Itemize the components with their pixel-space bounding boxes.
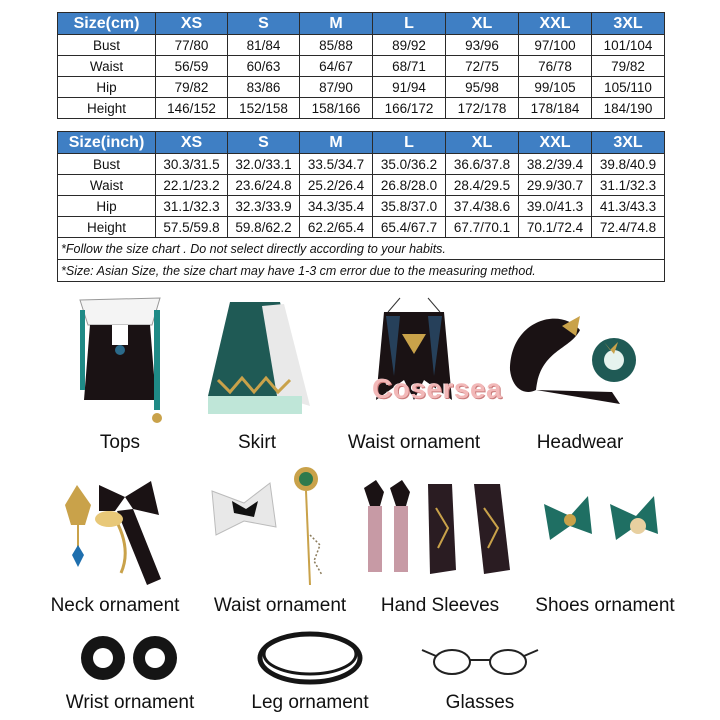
item-leg-ornament (251, 628, 369, 716)
table-cell: 68/71 (373, 56, 446, 77)
table-cell: 41.3/43.3 (592, 196, 665, 217)
table-row (58, 98, 665, 119)
table-cell: Bust (58, 154, 156, 175)
waist-ornament-2-icon (210, 465, 350, 590)
size-table-inch (57, 131, 665, 282)
table-cell: 38.2/39.4 (519, 154, 592, 175)
table-cell: 72/75 (446, 56, 519, 77)
item-tops (70, 290, 170, 460)
note-row (58, 260, 665, 282)
item-label: Leg ornament (251, 692, 369, 713)
table-cell: 33.5/34.7 (300, 154, 373, 175)
table-cell: 23.6/24.8 (228, 175, 300, 196)
table-cell: 101/104 (592, 35, 665, 56)
table-cell: Waist (58, 56, 156, 77)
item-hand-sleeves (360, 478, 520, 620)
size-note: *Size: Asian Size, the size chart may have 1-3 cm error due to the measuring method. (58, 260, 665, 282)
table-cell: 72.4/74.8 (592, 217, 665, 238)
table-header-row (58, 132, 665, 154)
table-cell: 79/82 (592, 56, 665, 77)
glasses-icon (420, 640, 540, 680)
item-label: Skirt (238, 432, 276, 453)
table-cell: 31.1/32.3 (592, 175, 665, 196)
table-cell: Hip (58, 196, 156, 217)
item-label: Waist ornament (347, 432, 481, 453)
table-cell: 158/166 (300, 98, 373, 119)
item-label: Shoes ornament (535, 595, 675, 616)
watermark-text: Cosersea (372, 373, 503, 404)
table-cell: 60/63 (228, 56, 300, 77)
item-label: Waist ornament (213, 595, 347, 616)
wrist-ornament-icon (75, 630, 185, 690)
header-cell: XXL (519, 132, 592, 154)
table-cell: 32.0/33.1 (228, 154, 300, 175)
header-cell: S (228, 132, 300, 154)
item-wrist-ornament (65, 630, 195, 716)
table-cell: 25.2/26.4 (300, 175, 373, 196)
header-cell: L (373, 13, 446, 35)
item-label: Neck ornament (50, 595, 180, 616)
header-cell: 3XL (592, 132, 665, 154)
item-label: Tops (99, 432, 141, 453)
header-cell: Size(inch) (58, 132, 156, 154)
table-cell: 81/84 (228, 35, 300, 56)
table-cell: 152/158 (228, 98, 300, 119)
table-row (58, 35, 665, 56)
table-cell: 28.4/29.5 (446, 175, 519, 196)
table-cell: Bust (58, 35, 156, 56)
table-cell: 56/59 (156, 56, 228, 77)
header-cell: S (228, 13, 300, 35)
table-cell: 105/110 (592, 77, 665, 98)
table-cell: 59.8/62.2 (228, 217, 300, 238)
table-cell: 99/105 (519, 77, 592, 98)
item-label: Glasses (445, 692, 515, 713)
table-cell: 26.8/28.0 (373, 175, 446, 196)
headwear-icon (500, 300, 660, 410)
table-cell: 146/152 (156, 98, 228, 119)
table-cell: Height (58, 98, 156, 119)
leg-ornament-icon (255, 628, 365, 688)
header-cell: XL (446, 132, 519, 154)
table-cell: 67.7/70.1 (446, 217, 519, 238)
header-cell: XS (156, 132, 228, 154)
table-cell: 64/67 (300, 56, 373, 77)
table-cell: 76/78 (519, 56, 592, 77)
item-neck-ornament (50, 475, 180, 620)
note-row (58, 238, 665, 260)
item-label: Hand Sleeves (380, 595, 500, 616)
table-cell: 29.9/30.7 (519, 175, 592, 196)
table-cell: 93/96 (446, 35, 519, 56)
header-cell: L (373, 132, 446, 154)
item-label: Wrist ornament (65, 692, 195, 713)
table-cell: 77/80 (156, 35, 228, 56)
table-cell: 85/88 (300, 35, 373, 56)
table-cell: 65.4/67.7 (373, 217, 446, 238)
item-glasses (420, 640, 540, 716)
table-cell: 97/100 (519, 35, 592, 56)
header-cell: XXL (519, 13, 592, 35)
header-cell: XL (446, 13, 519, 35)
table-cell: 35.0/36.2 (373, 154, 446, 175)
header-cell: M (300, 132, 373, 154)
table-row (58, 77, 665, 98)
table-cell: 178/184 (519, 98, 592, 119)
table-cell: 70.1/72.4 (519, 217, 592, 238)
item-label: Headwear (536, 432, 624, 453)
table-header-row (58, 13, 665, 35)
table-cell: 31.1/32.3 (156, 196, 228, 217)
table-cell: 62.2/65.4 (300, 217, 373, 238)
table-cell: 32.3/33.9 (228, 196, 300, 217)
table-cell: 22.1/23.2 (156, 175, 228, 196)
hand-sleeves-icon (360, 478, 520, 578)
table-cell: 184/190 (592, 98, 665, 119)
table-cell: 87/90 (300, 77, 373, 98)
header-cell: Size(cm) (58, 13, 156, 35)
table-cell: 57.5/59.8 (156, 217, 228, 238)
skirt-icon (202, 296, 312, 421)
table-row (58, 175, 665, 196)
tops-icon (70, 290, 170, 430)
table-cell: 35.8/37.0 (373, 196, 446, 217)
table-cell: 95/98 (446, 77, 519, 98)
table-cell: Height (58, 217, 156, 238)
size-note: *Follow the size chart . Do not select directly according to your habits. (58, 238, 665, 260)
table-cell: 166/172 (373, 98, 446, 119)
item-headwear (500, 300, 660, 460)
header-cell: 3XL (592, 13, 665, 35)
table-cell: 172/178 (446, 98, 519, 119)
table-cell: 37.4/38.6 (446, 196, 519, 217)
table-row (58, 56, 665, 77)
table-cell: 39.0/41.3 (519, 196, 592, 217)
header-cell: M (300, 13, 373, 35)
table-cell: Hip (58, 77, 156, 98)
shoes-ornament-icon (540, 484, 670, 564)
table-row (58, 154, 665, 175)
header-cell: XS (156, 13, 228, 35)
table-cell: 39.8/40.9 (592, 154, 665, 175)
item-shoes-ornament (535, 484, 675, 620)
neck-ornament-icon (55, 475, 175, 590)
table-row (58, 196, 665, 217)
table-cell: 79/82 (156, 77, 228, 98)
size-table-cm (57, 12, 665, 119)
table-cell: 91/94 (373, 77, 446, 98)
table-cell: Waist (58, 175, 156, 196)
table-cell: 36.6/37.8 (446, 154, 519, 175)
table-cell: 30.3/31.5 (156, 154, 228, 175)
table-cell: 89/92 (373, 35, 446, 56)
item-skirt (202, 296, 312, 460)
table-cell: 34.3/35.4 (300, 196, 373, 217)
table-cell: 83/86 (228, 77, 300, 98)
table-row (58, 217, 665, 238)
